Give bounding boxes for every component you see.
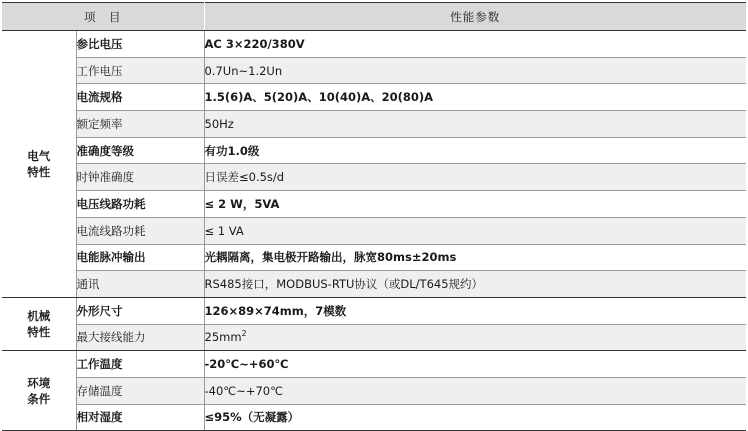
table-row <box>2 84 746 111</box>
category-cell <box>2 31 76 298</box>
value-text: ≤ 2 W，5VA <box>204 196 280 211</box>
category-label: 特性 <box>27 325 51 340</box>
item-value <box>204 271 746 298</box>
table-row <box>2 351 746 378</box>
item-label: 工作温度 <box>76 351 204 378</box>
value-text: 有功1.0级 <box>204 143 260 158</box>
item-value <box>204 84 746 111</box>
table-row <box>2 271 746 298</box>
category-cell <box>2 297 76 350</box>
table-row <box>2 297 746 324</box>
item-value <box>204 217 746 244</box>
item-label: 时钟准确度 <box>76 164 204 191</box>
item-value <box>204 244 746 271</box>
table-row <box>2 137 746 164</box>
value-text: 50Hz <box>204 116 234 131</box>
value-text: 25mm <box>204 330 242 345</box>
value-text: RS485接口，MODBUS-RTU协议（或DL/T645规约） <box>204 277 484 292</box>
category-cell <box>2 351 76 431</box>
table-row <box>2 111 746 138</box>
item-label: 电压线路功耗 <box>76 191 204 218</box>
category-label: 机械 <box>27 309 51 324</box>
value-text: ≤95%（无凝露） <box>204 410 300 425</box>
spec-table <box>2 2 746 431</box>
value-text: 0.7Un~1.2Un <box>204 63 283 78</box>
item-value <box>204 404 746 431</box>
header-row <box>2 3 746 31</box>
item-value <box>204 31 746 58</box>
table-row <box>2 31 746 58</box>
item-value <box>204 164 746 191</box>
item-value <box>204 324 746 351</box>
value-text: -40℃~+70℃ <box>204 383 284 398</box>
item-label: 存储温度 <box>76 377 204 404</box>
table-row <box>2 324 746 351</box>
item-value <box>204 377 746 404</box>
value-text: 1.5(6)A、5(20)A、10(40)A、20(80)A <box>204 90 434 105</box>
category-label: 特性 <box>27 164 51 179</box>
item-value <box>204 57 746 84</box>
table-row <box>2 191 746 218</box>
item-value <box>204 137 746 164</box>
item-value <box>204 297 746 324</box>
item-label: 电能脉冲输出 <box>76 244 204 271</box>
value-text: 光耦隔离，集电极开路输出，脉宽80ms±20ms <box>204 250 457 265</box>
table-row <box>2 377 746 404</box>
item-label: 最大接线能力 <box>76 324 204 351</box>
category-label: 环境 <box>27 375 51 390</box>
item-label: 外形尺寸 <box>76 297 204 324</box>
header-param: 性能参数 <box>204 3 746 31</box>
item-label: 额定频率 <box>76 111 204 138</box>
item-label: 参比电压 <box>76 31 204 58</box>
item-label: 相对湿度 <box>76 404 204 431</box>
category-label: 电气 <box>27 148 51 163</box>
table-row <box>2 164 746 191</box>
item-label: 准确度等级 <box>76 137 204 164</box>
value-superscript: 2 <box>241 329 247 339</box>
table-row <box>2 217 746 244</box>
item-value <box>204 351 746 378</box>
item-label: 电流线路功耗 <box>76 217 204 244</box>
value-text: 日误差≤0.5s/d <box>204 170 285 185</box>
value-text: ≤ 1 VA <box>204 223 244 238</box>
table-row <box>2 244 746 271</box>
value-text: AC 3×220/380V <box>204 36 305 51</box>
item-label: 电流规格 <box>76 84 204 111</box>
category-label: 条件 <box>27 391 51 406</box>
item-value <box>204 191 746 218</box>
table-row <box>2 57 746 84</box>
item-value <box>204 111 746 138</box>
value-text: 126×89×74mm，7模数 <box>204 303 347 318</box>
value-text: -20℃~+60℃ <box>204 357 289 372</box>
header-item: 项 目 <box>2 3 204 31</box>
item-label: 工作电压 <box>76 57 204 84</box>
table-row <box>2 404 746 431</box>
item-label: 通讯 <box>76 271 204 298</box>
